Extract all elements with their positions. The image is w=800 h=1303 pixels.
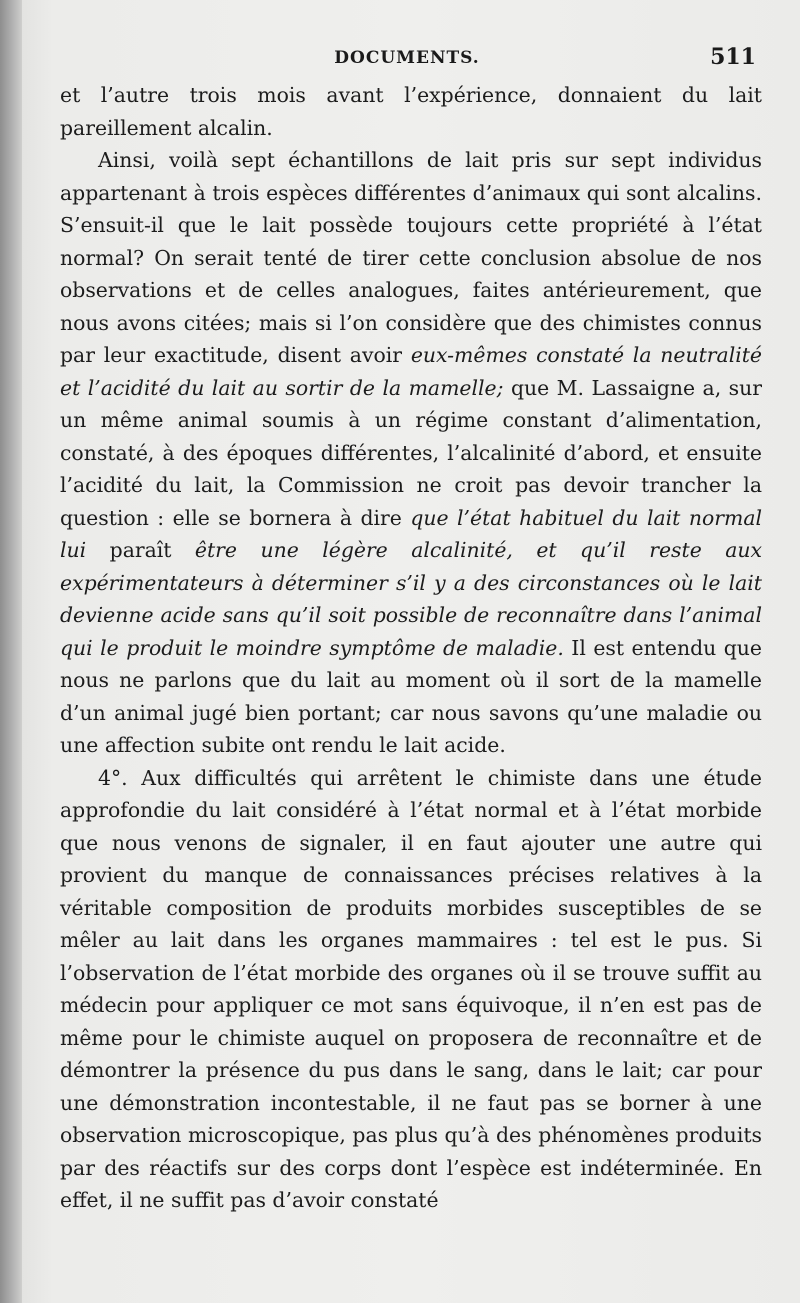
text-span: paraît — [86, 538, 195, 562]
running-head: DOCUMENTS. — [334, 48, 480, 68]
italic-span: eux-mêmes constaté la neutralité et l’acidité du lait au sortir de la mamelle; — [60, 343, 762, 400]
text-span: 4°. Aux difficultés qui arrêtent le chimiste dans une étude approfondie du lait considéré à l’état normal et à l’état morbide que nous venons de signaler, il en faut ajouter une autre qui provient du manque de connaissances précises relatives à la véritable composition de produits morbides susceptibles de se mêler au lait dans les organes mammaires : tel est le pus. Si l’observation de l’état morbide des organes où il se trouve suffit au médecin pour appliquer ce mot sans équivoque, il n’en est pas de même pour le chimiste auquel on proposera de reconnaître et de démontrer la présence du pus dans le sang, dans le lait; car pour une démonstration incontestable, il ne faut pas se borner à une observation microscopique, pas plus qu’à des phénomènes produits par des réactifs sur des corps dont l’espèce est indéterminée. En effet, il ne suffit pas d’avoir constaté — [60, 765, 762, 1212]
page-header — [58, 40, 756, 84]
text-span: et l’autre trois mois avant l’expérience, donnaient du lait pareillement alcalin. — [60, 83, 762, 140]
italic-span: être une légère alcalinité, et qu’il reste aux expérimentateurs à déterminer s’il y a des circonstances où le lait devienne acide sans qu’il soit possible de reconnaître dans l’animal qui le produit le moindre symptôme de maladie. — [60, 538, 762, 660]
body-text — [60, 79, 762, 1217]
text-span: que M. Lassaigne a, sur un même animal soumis à un régime constant d’alimentation, constaté, à des époques différentes, l’alcalinité d’abord, et ensuite l’acidité du lait, la Commission ne croit pas devoir trancher la question : elle se bornera à dire — [60, 375, 763, 530]
paragraph-ainsi — [60, 144, 762, 762]
paragraph-continuation — [60, 79, 762, 144]
text-span: Il est entendu que nous ne parlons que du lait au moment où il sort de la mamelle d’un animal jugé bien portant; car nous savons qu’une maladie ou une affection subite ont rendu le lait acide. — [60, 635, 762, 757]
page-number: 511 — [710, 44, 756, 70]
text-span: Ainsi, voilà sept échantillons de lait pris sur sept individus appartenant à trois espèces différentes d’animaux qui sont alcalins. S’ensuit-il que le lait possède toujours cette propriété à l’état normal? On serait tenté de tirer cette conclusion absolue de nos observations et de celles analogues, faites antérieurement, que nous avons citées; mais si l’on considère que des chimistes connus par leur exactitude, disent avoir — [60, 148, 762, 367]
italic-span: que l’état habituel du lait normal lui — [60, 505, 762, 562]
book-gutter — [0, 0, 22, 1303]
book-page — [22, 0, 800, 1303]
paragraph-point-4 — [60, 762, 762, 1217]
